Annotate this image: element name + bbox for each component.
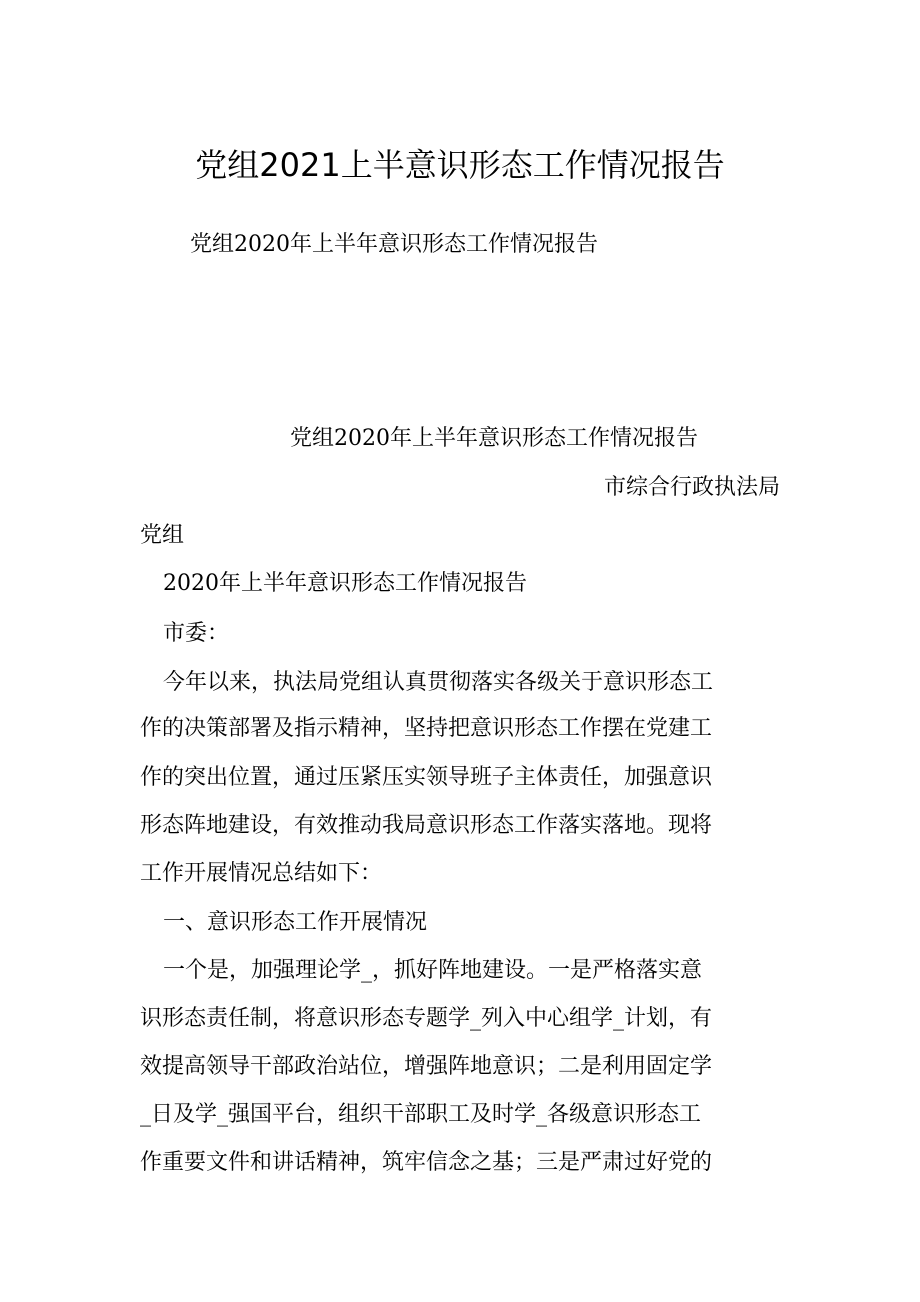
paragraph-line: _日及学_强国平台，组织干部职工及时学_各级意识形态工 [140, 1102, 702, 1127]
paragraph-line: 今年以来，执法局党组认真贯彻落实各级关于意识形态工 [163, 670, 714, 695]
paragraph-line: 形态阵地建设，有效推动我局意识形态工作落实落地。现将 [140, 813, 713, 838]
inner-title: 党组2020年上半年意识形态工作情况报告 [290, 426, 698, 451]
paragraph-line: 一个是，加强理论学_，抓好阵地建设。一是严格落实意 [163, 958, 703, 983]
document-title: 党组2021上半意识形态工作情况报告 [195, 146, 725, 184]
paragraph-line: 工作开展情况总结如下： [140, 861, 383, 886]
paragraph-line: 效提高领导干部政治站位，增强阵地意识；二是利用固定学 [140, 1054, 713, 1079]
document-subtitle: 党组2020年上半年意识形态工作情况报告 [190, 232, 598, 257]
organization-name-line2: 党组 [140, 523, 185, 548]
paragraph-line: 作重要文件和讲话精神，筑牢信念之基；三是严肃过好党的 [140, 1150, 713, 1175]
paragraph-line: 作的突出位置，通过压紧压实领导班子主体责任，加强意识 [140, 765, 713, 790]
report-title: 2020年上半年意识形态工作情况报告 [163, 571, 527, 596]
paragraph-line: 作的决策部署及指示精神，坚持把意识形态工作摆在党建工 [140, 716, 713, 741]
section-heading: 一、意识形态工作开展情况 [163, 910, 428, 935]
organization-name: 市综合行政执法局 [603, 475, 780, 500]
salutation: 市委： [163, 621, 230, 646]
paragraph-line: 识形态责任制，将意识形态专题学_列入中心组学_计划，有 [140, 1006, 713, 1031]
